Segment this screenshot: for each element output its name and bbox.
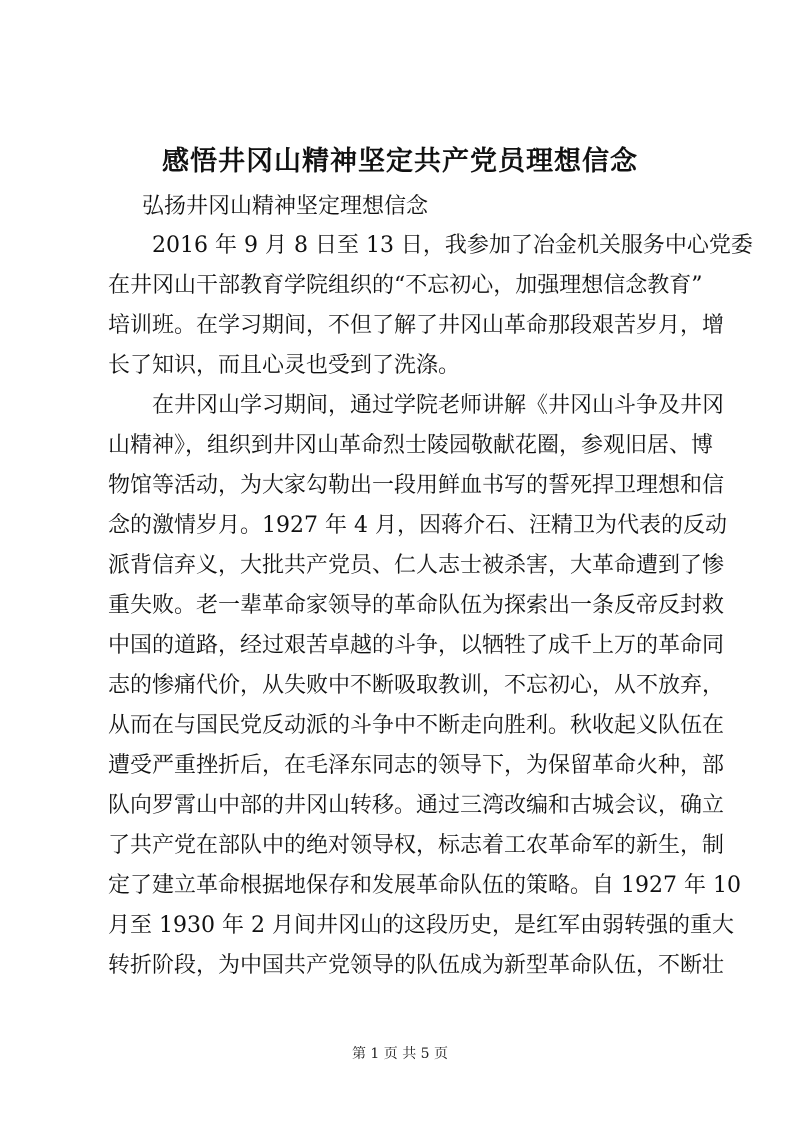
text-line: 中国的道路，经过艰苦卓越的斗争，以牺牲了成千上万的革命同: [108, 633, 725, 658]
text-line: 培训班。在学习期间，不但了解了井冈山革命那段艰苦岁月，增: [108, 313, 725, 338]
text-line: 长了知识，而且心灵也受到了洗涤。: [108, 353, 461, 378]
text-line: 在井冈山干部教育学院组织的“不忘初心，加强理想信念教育”: [108, 273, 703, 298]
text-line: 遭受严重挫折后，在毛泽东同志的领导下，为保留革命火种，部: [108, 753, 725, 778]
text-line: 在井冈山学习期间，通过学院老师讲解《井冈山斗争及井冈: [152, 393, 725, 418]
text-line: 月至 1930 年 2 月间井冈山的这段历史，是红军由弱转强的重大: [108, 913, 734, 938]
text-line: 从而在与国民党反动派的斗争中不断走向胜利。秋收起义队伍在: [108, 713, 725, 738]
text-line: 重失败。老一辈革命家领导的革命队伍为探索出一条反帝反封救: [108, 593, 725, 618]
document-subtitle: 弘扬井冈山精神坚定理想信念: [142, 194, 429, 219]
text-line: 定了建立革命根据地保存和发展革命队伍的策略。自 1927 年 10: [108, 873, 741, 898]
text-line: 山精神》，组织到井冈山革命烈士陵园敬献花圈，参观旧居、博: [108, 433, 714, 458]
text-line: 念的激情岁月。1927 年 4 月，因蒋介石、汪精卫为代表的反动: [108, 513, 727, 538]
text-line: 了共产党在部队中的绝对领导权，标志着工农革命军的新生，制: [108, 833, 725, 858]
paragraph-2: [108, 386, 741, 986]
paragraph-1: [108, 226, 753, 386]
text-line: 转折阶段，为中国共产党领导的队伍成为新型革命队伍，不断壮: [108, 953, 725, 978]
text-line: 物馆等活动，为大家勾勒出一段用鲜血书写的誓死捍卫理想和信: [108, 473, 725, 498]
document-title: 感悟井冈山精神坚定共产党员理想信念: [162, 146, 638, 177]
page-number: 第 1 页 共 5 页: [351, 1046, 449, 1062]
text-line: 2016 年 9 月 8 日至 13 日，我参加了冶金机关服务中心党委: [152, 233, 753, 258]
text-line: 队向罗霄山中部的井冈山转移。通过三湾改编和古城会议，确立: [108, 793, 725, 818]
text-line: 志的惨痛代价，从失败中不断吸取教训，不忘初心，从不放弃，: [108, 673, 725, 698]
text-line: 派背信弃义，大批共产党员、仁人志士被杀害，大革命遭到了惨: [108, 553, 725, 578]
